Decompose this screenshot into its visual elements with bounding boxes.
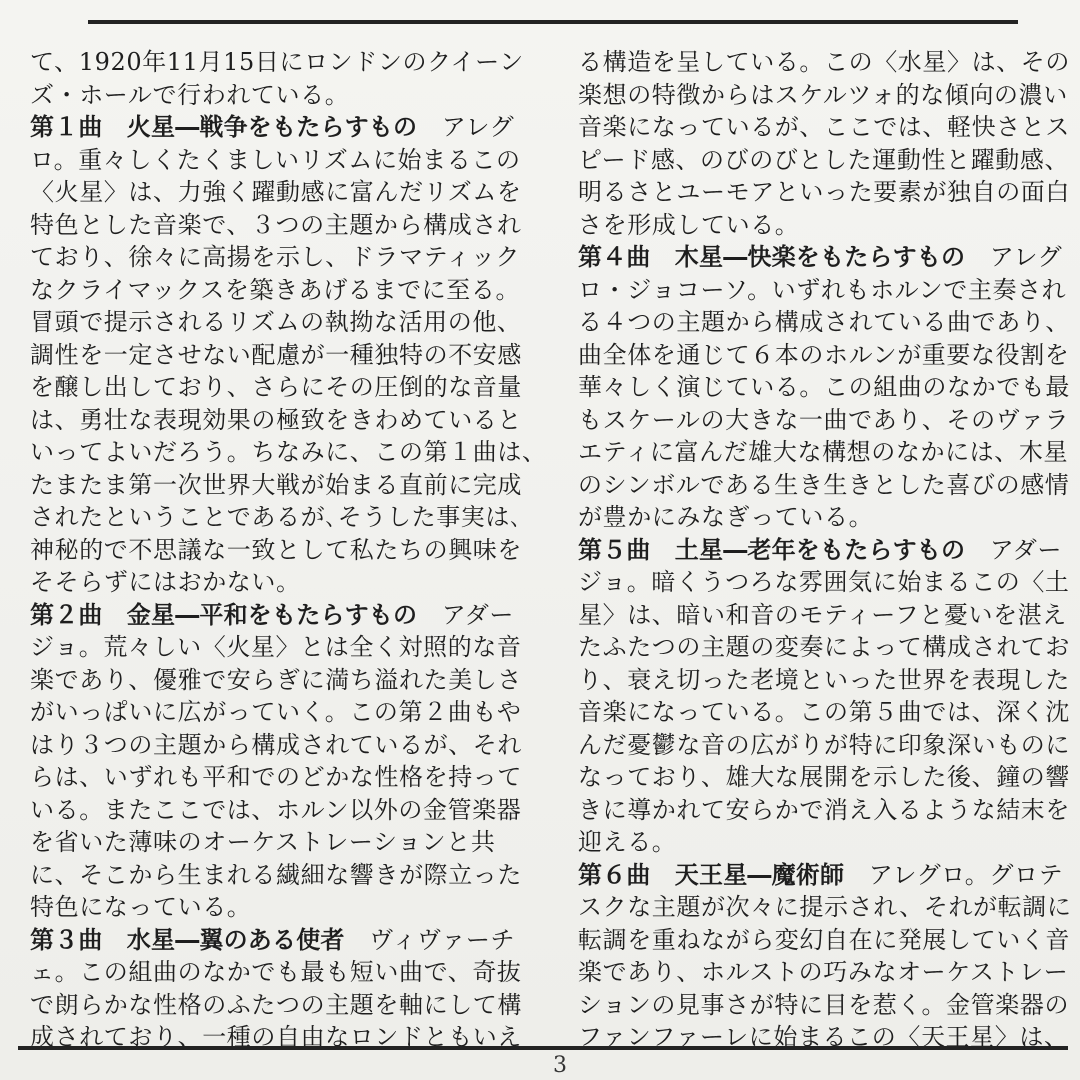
text-line: [578, 241, 1066, 274]
text-line: [578, 761, 1070, 794]
text-segment: り、衰え切った老境といった世界を表現した: [578, 665, 1070, 694]
text-line: [578, 79, 1066, 112]
text-line: [30, 664, 550, 697]
text-line: [30, 436, 550, 469]
text-line: [30, 794, 550, 827]
text-segment: アレグ: [417, 113, 515, 141]
text-line: [30, 989, 550, 1022]
text-segment: アレグロ。グロテ: [844, 860, 1064, 889]
bottom-rule: [18, 1046, 1068, 1050]
text-line: [30, 631, 550, 664]
movement-heading: 第３曲 水星―翼のある使者: [30, 925, 345, 954]
movement-heading: 第２曲 金星―平和をもたらすもの: [30, 600, 418, 629]
text-segment: ており、徐々に高揚を示し、ドラマティック: [30, 243, 521, 271]
text-line: [578, 534, 1066, 567]
text-line: [30, 696, 550, 729]
text-segment: を醸し出しており、さらにその圧倒的な音量: [30, 373, 522, 401]
text-line: [30, 241, 550, 274]
text-segment: 華々しく演じている。この組曲のなかでも最: [578, 373, 1070, 401]
text-segment: ロ・ジョコーソ。いずれもホルンで主奏され: [578, 275, 1067, 304]
text-line: [578, 859, 1066, 892]
movement-heading: 第１曲 火星―戦争をもたらすもの: [30, 113, 418, 141]
text-line: [30, 46, 550, 79]
text-segment: る構造を呈している。この〈水星〉は、その: [578, 48, 1070, 76]
text-line: [578, 501, 1066, 534]
right-text-column: [578, 46, 1072, 1054]
text-line: [578, 371, 1070, 404]
text-segment: のシンボルである生き生きとした喜びの感情: [578, 470, 1070, 499]
text-line: [578, 956, 1069, 989]
text-line: [578, 891, 1072, 924]
text-line: [30, 371, 550, 404]
text-line: [30, 729, 550, 762]
text-segment: さを形成している。: [578, 210, 800, 239]
text-segment: されたということであるが､そうした事実は､: [30, 503, 523, 531]
text-line: [30, 924, 550, 957]
text-line: [578, 46, 1070, 79]
text-segment: ジョ。荒々しい〈火星〉とは全く対照的な音: [30, 633, 522, 661]
text-line: [30, 501, 550, 534]
text-segment: ェ。この組曲のなかでも最も短い曲で、奇抜: [30, 958, 522, 986]
text-line: [578, 794, 1070, 827]
text-segment: て、1920年11月15日にロンドンのクイーン: [30, 48, 524, 76]
movement-heading: 第６曲 天王星―魔術師: [578, 860, 845, 889]
text-line: [30, 404, 550, 437]
text-line: [578, 924, 1070, 957]
text-line: [30, 79, 550, 112]
text-line: [578, 144, 1070, 177]
text-segment: を省いた薄味のオーケストレーションと共: [30, 828, 496, 856]
text-line: [30, 599, 550, 632]
text-line: [30, 891, 550, 924]
text-line: [30, 111, 550, 144]
text-line: [578, 306, 1070, 339]
text-line: [30, 826, 550, 859]
text-line: [578, 664, 1070, 697]
text-segment: は、勇壮な表現効果の極致をきわめていると: [30, 405, 522, 434]
text-segment: で朗らかな性格のふたつの主題を軸にして構: [30, 990, 522, 1019]
text-segment: 転調を重ねながら変幻自在に発展していく音: [578, 925, 1070, 954]
text-line: [30, 956, 550, 989]
text-segment: ジョ。暗くうつろな雰囲気に始まるこの〈土: [578, 568, 1070, 596]
text-segment: 楽であり、優雅で安らぎに満ち溢れた美しさ: [30, 665, 522, 694]
text-segment: もスケールの大きな一曲であり、そのヴァラ: [578, 405, 1070, 434]
text-segment: なっており、雄大な展開を示した後、鐘の響: [578, 763, 1070, 791]
text-segment: 曲全体を通じて６本のホルンが重要な役割を: [578, 340, 1070, 369]
text-line: [30, 339, 550, 372]
left-text-column: [30, 46, 550, 1054]
movement-heading: 第４曲 木星―快楽をもたらすもの: [578, 243, 966, 271]
text-segment: 楽であり、ホルストの巧みなオーケストレー: [578, 958, 1069, 986]
text-line: [578, 729, 1070, 762]
movement-heading: 第５曲 土星―老年をもたらすもの: [578, 535, 966, 564]
text-line: [30, 859, 550, 892]
text-segment: 冒頭で提示されるリズムの執拗な活用の他、: [30, 308, 522, 336]
text-segment: エティに富んだ雄大な構想のなかには、木星: [578, 438, 1069, 466]
text-line: [578, 209, 1066, 242]
text-line: [30, 566, 550, 599]
text-segment: 明るさとユーモアといった要素が独自の面白: [578, 178, 1070, 206]
text-line: [578, 826, 1066, 859]
text-line: [578, 696, 1070, 729]
text-segment: アダー: [965, 535, 1062, 564]
text-line: [578, 404, 1070, 437]
text-segment: る４つの主題から構成されている曲であり、: [578, 308, 1070, 336]
text-segment: なクライマックスを築きあげるまでに至る。: [30, 275, 521, 304]
text-segment: たふたつの主題の変奏によって構成されてお: [578, 633, 1070, 661]
text-line: [30, 306, 550, 339]
text-segment: んだ憂鬱な音の広がりが特に印象深いものに: [578, 730, 1070, 759]
top-rule: [88, 20, 1018, 24]
text-segment: きに導かれて安らかで消え入るような結末を: [578, 795, 1070, 824]
text-line: [578, 566, 1070, 599]
text-segment: スクな主題が次々に提示され、それが転調に: [578, 893, 1072, 921]
text-segment: はり３つの主題から構成されているが、それ: [30, 730, 522, 759]
text-line: [578, 631, 1070, 664]
text-segment: たまたま第一次世界大戦が始まる直前に完成: [30, 470, 522, 499]
text-segment: アレグ: [965, 243, 1063, 271]
text-line: [578, 599, 1066, 632]
text-line: [578, 176, 1070, 209]
text-segment: が豊かにみなぎっている。: [578, 503, 874, 531]
text-segment: がいっぱいに広がっていく。この第２曲もや: [30, 698, 522, 726]
text-segment: に、そこから生まれる繊細な響きが際立った: [30, 860, 522, 889]
text-segment: 特色とした音楽で、３つの主題から構成され: [30, 210, 522, 239]
text-segment: ロ。重々しくたくましいリズムに始まるこの: [30, 145, 521, 174]
text-line: [30, 209, 550, 242]
text-line: [578, 274, 1066, 307]
text-segment: 特色になっている。: [30, 893, 252, 921]
text-segment: 楽想の特徴からはスケルツォ的な傾向の濃い: [578, 80, 1068, 109]
text-segment: らは、いずれも平和でのどかな性格を持って: [30, 763, 522, 791]
text-segment: 神秘的で不思議な一致として私たちの興味を: [30, 535, 522, 564]
text-line: [30, 274, 550, 307]
text-segment: 迎える。: [578, 828, 677, 856]
text-line: [30, 176, 550, 209]
text-segment: ピード感、のびのびとした運動性と躍動感、: [578, 145, 1070, 174]
text-segment: ズ・ホールで行われている。: [30, 80, 350, 109]
text-line: [578, 469, 1070, 502]
text-segment: 成されており、一種の自由なロンドともいえ: [30, 1023, 522, 1051]
text-segment: ヴィヴァーチ: [344, 925, 516, 954]
text-segment: ファンファーレに始まるこの〈天王星〉は、: [578, 1023, 1069, 1051]
text-segment: そそらずにはおかない。: [30, 568, 301, 596]
page-number: 3: [553, 1053, 567, 1078]
text-line: [30, 469, 550, 502]
text-line: [578, 436, 1069, 469]
text-segment: 調性を一定させない配慮が一種独特の不安感: [30, 340, 522, 369]
text-line: [578, 989, 1070, 1022]
text-segment: 星〉は、暗い和音のモティーフと憂いを湛え: [578, 600, 1067, 629]
text-line: [578, 111, 1070, 144]
text-segment: いる。またここでは、ホルン以外の金管楽器: [30, 795, 522, 824]
text-line: [30, 534, 550, 567]
text-segment: 〈火星〉は、力強く躍動感に富んだリズムを: [30, 178, 522, 206]
text-line: [578, 339, 1070, 372]
text-segment: ションの見事さが特に目を惹く。金管楽器の: [578, 990, 1070, 1019]
text-segment: アダー: [417, 600, 514, 629]
text-segment: 音楽になっているが、ここでは、軽快さとス: [578, 113, 1070, 141]
text-segment: 音楽になっている。この第５曲では、深く沈: [578, 698, 1070, 726]
text-line: [30, 761, 550, 794]
text-line: [30, 144, 550, 177]
text-segment: いってよいだろう。ちなみに、この第１曲は、: [30, 438, 547, 466]
